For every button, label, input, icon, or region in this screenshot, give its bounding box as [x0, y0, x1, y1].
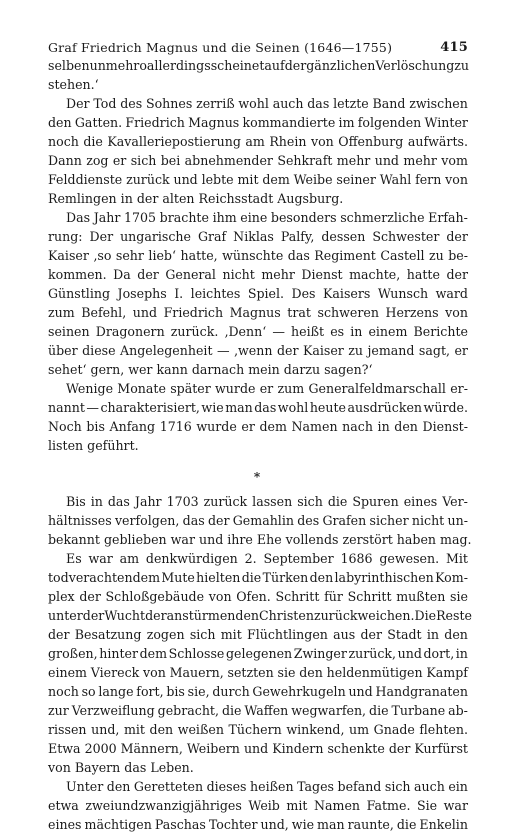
text-line: großen, hinter dem Schlosse gelegenen Zwinger zurück, und dort, in [48, 646, 468, 661]
text-line: Der Tod des Sohnes zerriß wohl auch das letzte Band zwischen [66, 96, 468, 111]
text-line: Bis in das Jahr 1703 zurück lassen sich die Spuren eines Ver- [66, 494, 468, 509]
text-line: kommen. Da der General nicht mehr Dienst machte, hatte der [48, 267, 468, 282]
text-line: rissen und, mit den weißen Tüchern winkend, um Gnade flehten. [48, 722, 468, 737]
text-line: hältnisses verfolgen, das der Gemahlin des Grafen sicher nicht un- [48, 513, 468, 528]
text-line: nannt — charakterisiert, wie man das wohl heute ausdrücken würde. [48, 400, 468, 415]
text-line: über diese Angelegenheit — ‚wenn der Kaiser zu jemand sagt, er [48, 343, 468, 358]
text-line: todverachtendem Mute hielten die Türken den labyrinthischen Kom- [48, 570, 468, 585]
text-line: Dann zog er sich bei abnehmender Sehkraft mehr und mehr vom [48, 153, 468, 168]
text-line: eines mächtigen Paschas Tochter und, wie man raunte, die Enkelin [48, 817, 468, 832]
text-line: selbe nunmehro allerdings scheinet auf der gänzlichen Verlöschung zu [48, 58, 470, 73]
text-line: unter der Wucht der anstürmenden Christen zurückweichen. Die Reste [48, 608, 472, 623]
text-line: noch die Kavalleriepostierung am Rhein von Offenburg aufwärts. [48, 134, 468, 149]
text-line: Unter den Geretteten dieses heißen Tages befand sich auch ein [66, 779, 468, 794]
running-title: Graf Friedrich Magnus und die Seinen (1646—1755) [48, 40, 393, 55]
text-line: plex der Schloßgebäude von Ofen. Schritt für Schritt mußten sie [48, 589, 468, 604]
text-line: listen geführt. [48, 438, 139, 453]
text-line: bekannt geblieben war und ihre Ehe vollends zerstört haben mag. [48, 532, 472, 547]
text-line: einem Viereck von Mauern, setzten sie den heldenmütigen Kampf [48, 665, 468, 680]
text-line: seinen Dragonern zurück. ‚Denn‘ — heißt es in einem Berichte [48, 324, 468, 339]
text-line: den Gatten. Friedrich Magnus kommandierte im folgenden Winter [48, 115, 468, 130]
text-line: stehen.‘ [48, 77, 99, 92]
text-line: Noch bis Anfang 1716 wurde er dem Namen nach in den Dienst- [48, 419, 468, 434]
text-line: Felddienste zurück und lebte mit dem Weibe seiner Wahl fern von [48, 172, 468, 187]
page-number: 415 [440, 40, 468, 55]
text-line: sehet‘ gern, wer kann darnach mein darzu sagen?‘ [48, 362, 373, 377]
text-line: noch so lange fort, bis sie, durch Gewehrkugeln und Handgranaten [48, 684, 468, 699]
text-line: Remlingen in der alten Reichsstadt Augsburg. [48, 191, 344, 206]
text-line: zur Verzweiflung gebracht, die Waffen wegwarfen, die Turbane ab- [48, 703, 468, 718]
text-line: Günstling Josephs I. leichtes Spiel. Des Kaisers Wunsch ward [48, 286, 468, 301]
text-line: Kaiser ‚so sehr lieb‘ hatte, wünschte das Regiment Castell zu be- [48, 248, 468, 263]
text-line: der Besatzung zogen sich mit Flüchtlingen aus der Stadt in den [48, 627, 468, 642]
text-line: Etwa 2000 Männern, Weibern und Kindern schenkte der Kurfürst [48, 741, 468, 756]
text-line: etwa zweiundzwanzigjähriges Weib mit Namen Fatme. Sie war [48, 798, 468, 813]
text-line: Wenige Monate später wurde er zum Generalfeldmarschall er- [66, 381, 468, 396]
text-line: Es war am denkwürdigen 2. September 1686 gewesen. Mit [66, 551, 468, 566]
text-line: Das Jahr 1705 brachte ihm eine besonders schmerzliche Erfah- [66, 210, 468, 225]
text-line: zum Befehl, und Friedrich Magnus trat schweren Herzens von [48, 305, 468, 320]
section-divider: * [253, 470, 261, 484]
text-line: von Bayern das Leben. [48, 760, 194, 775]
text-line: rung: Der ungarische Graf Niklas Palfy, dessen Schwester der [48, 229, 468, 244]
